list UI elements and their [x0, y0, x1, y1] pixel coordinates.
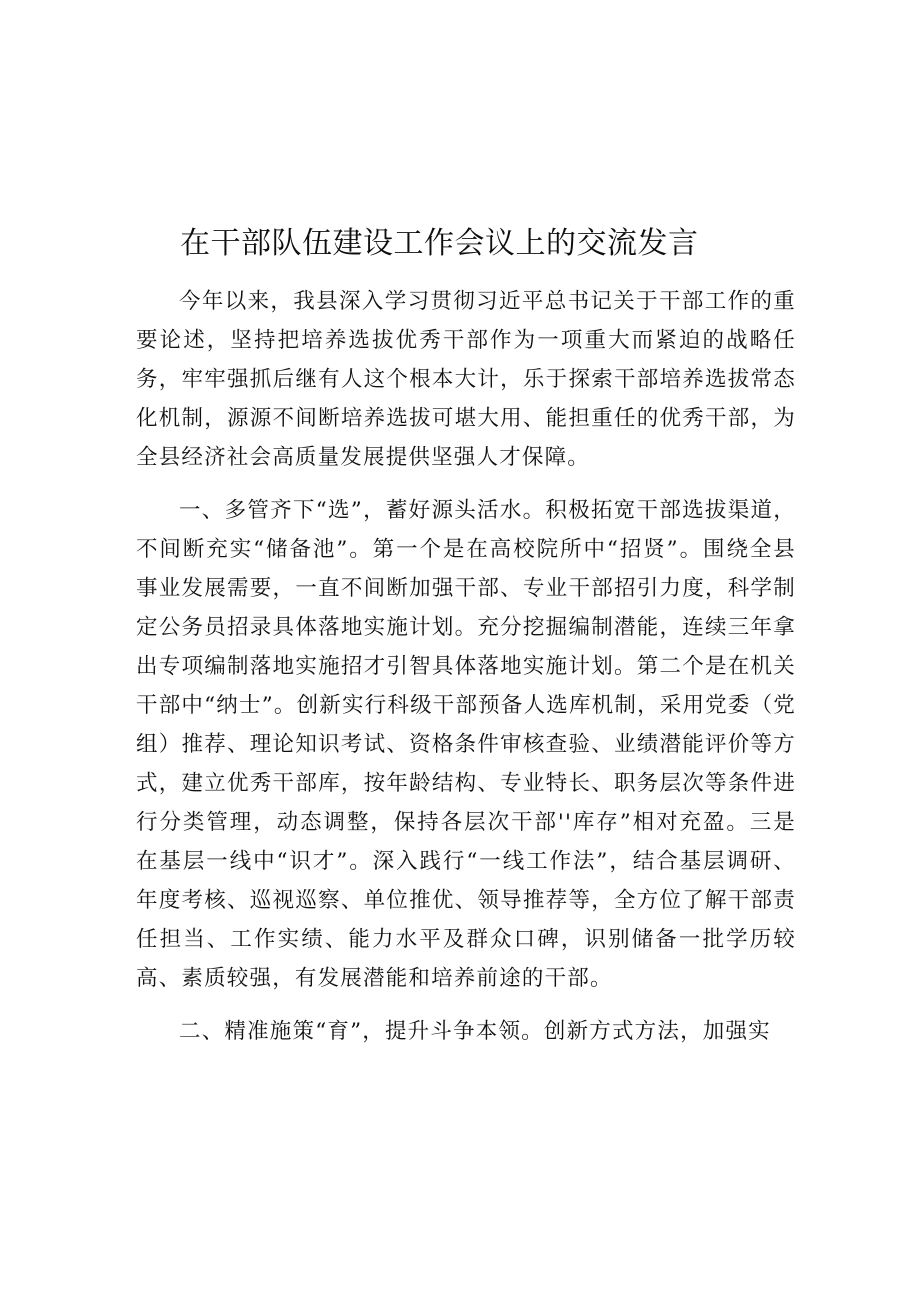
paragraph-section-one: 一、多管齐下“选”，蓄好源头活水。积极拓宽干部选拔渠道，不间断充实“储备池”。第一个是在高校院所中“招贤”。围绕全县事业发展需要，一直不间断加强干部、专业干部招引力度，科学制定公务员招录具体落地实施计划。充分挖掘编制潜能，连续三年拿出专项编制落地实施招才引智具体落地实施计划。第二个是在机关干部中“纳士”。创新实行科级干部预备人选库机制，采用党委（党组）推荐、理论知识考试、资格条件审核查验、业绩潜能评价等方式，建立优秀干部库，按年龄结构、专业特长、职务层次等条件进行分类管理，动态调整，保持各层次干部''库存”相对充盈。三是在基层一线中“识才”。深入践行“一线工作法”，结合基层调研、年度考核、巡视巡察、单位推优、领导推荐等，全方位了解干部责任担当、工作实绩、能力水平及群众口碑，识别储备一批学历较高、素质较强，有发展潜能和培养前途的干部。	[136, 498, 796, 991]
document-title: 在干部队伍建设工作会议上的交流发言	[180, 226, 699, 261]
paragraph-section-two: 二、精准施策“育”，提升斗争本领。创新方式方法，加强实	[179, 1019, 771, 1044]
document-body	[136, 282, 796, 1065]
paragraph-intro: 今年以来，我县深入学习贯彻习近平总书记关于干部工作的重要论述，坚持把培养选拔优秀干部作为一项重大而紧迫的战略任务，牢牢强抓后继有人这个根本大计，乐于探索干部培养选拔常态化机制，源源不间断培养选拔可堪大用、能担重任的优秀干部，为全县经济社会高质量发展提供坚强人才保障。	[136, 289, 796, 470]
